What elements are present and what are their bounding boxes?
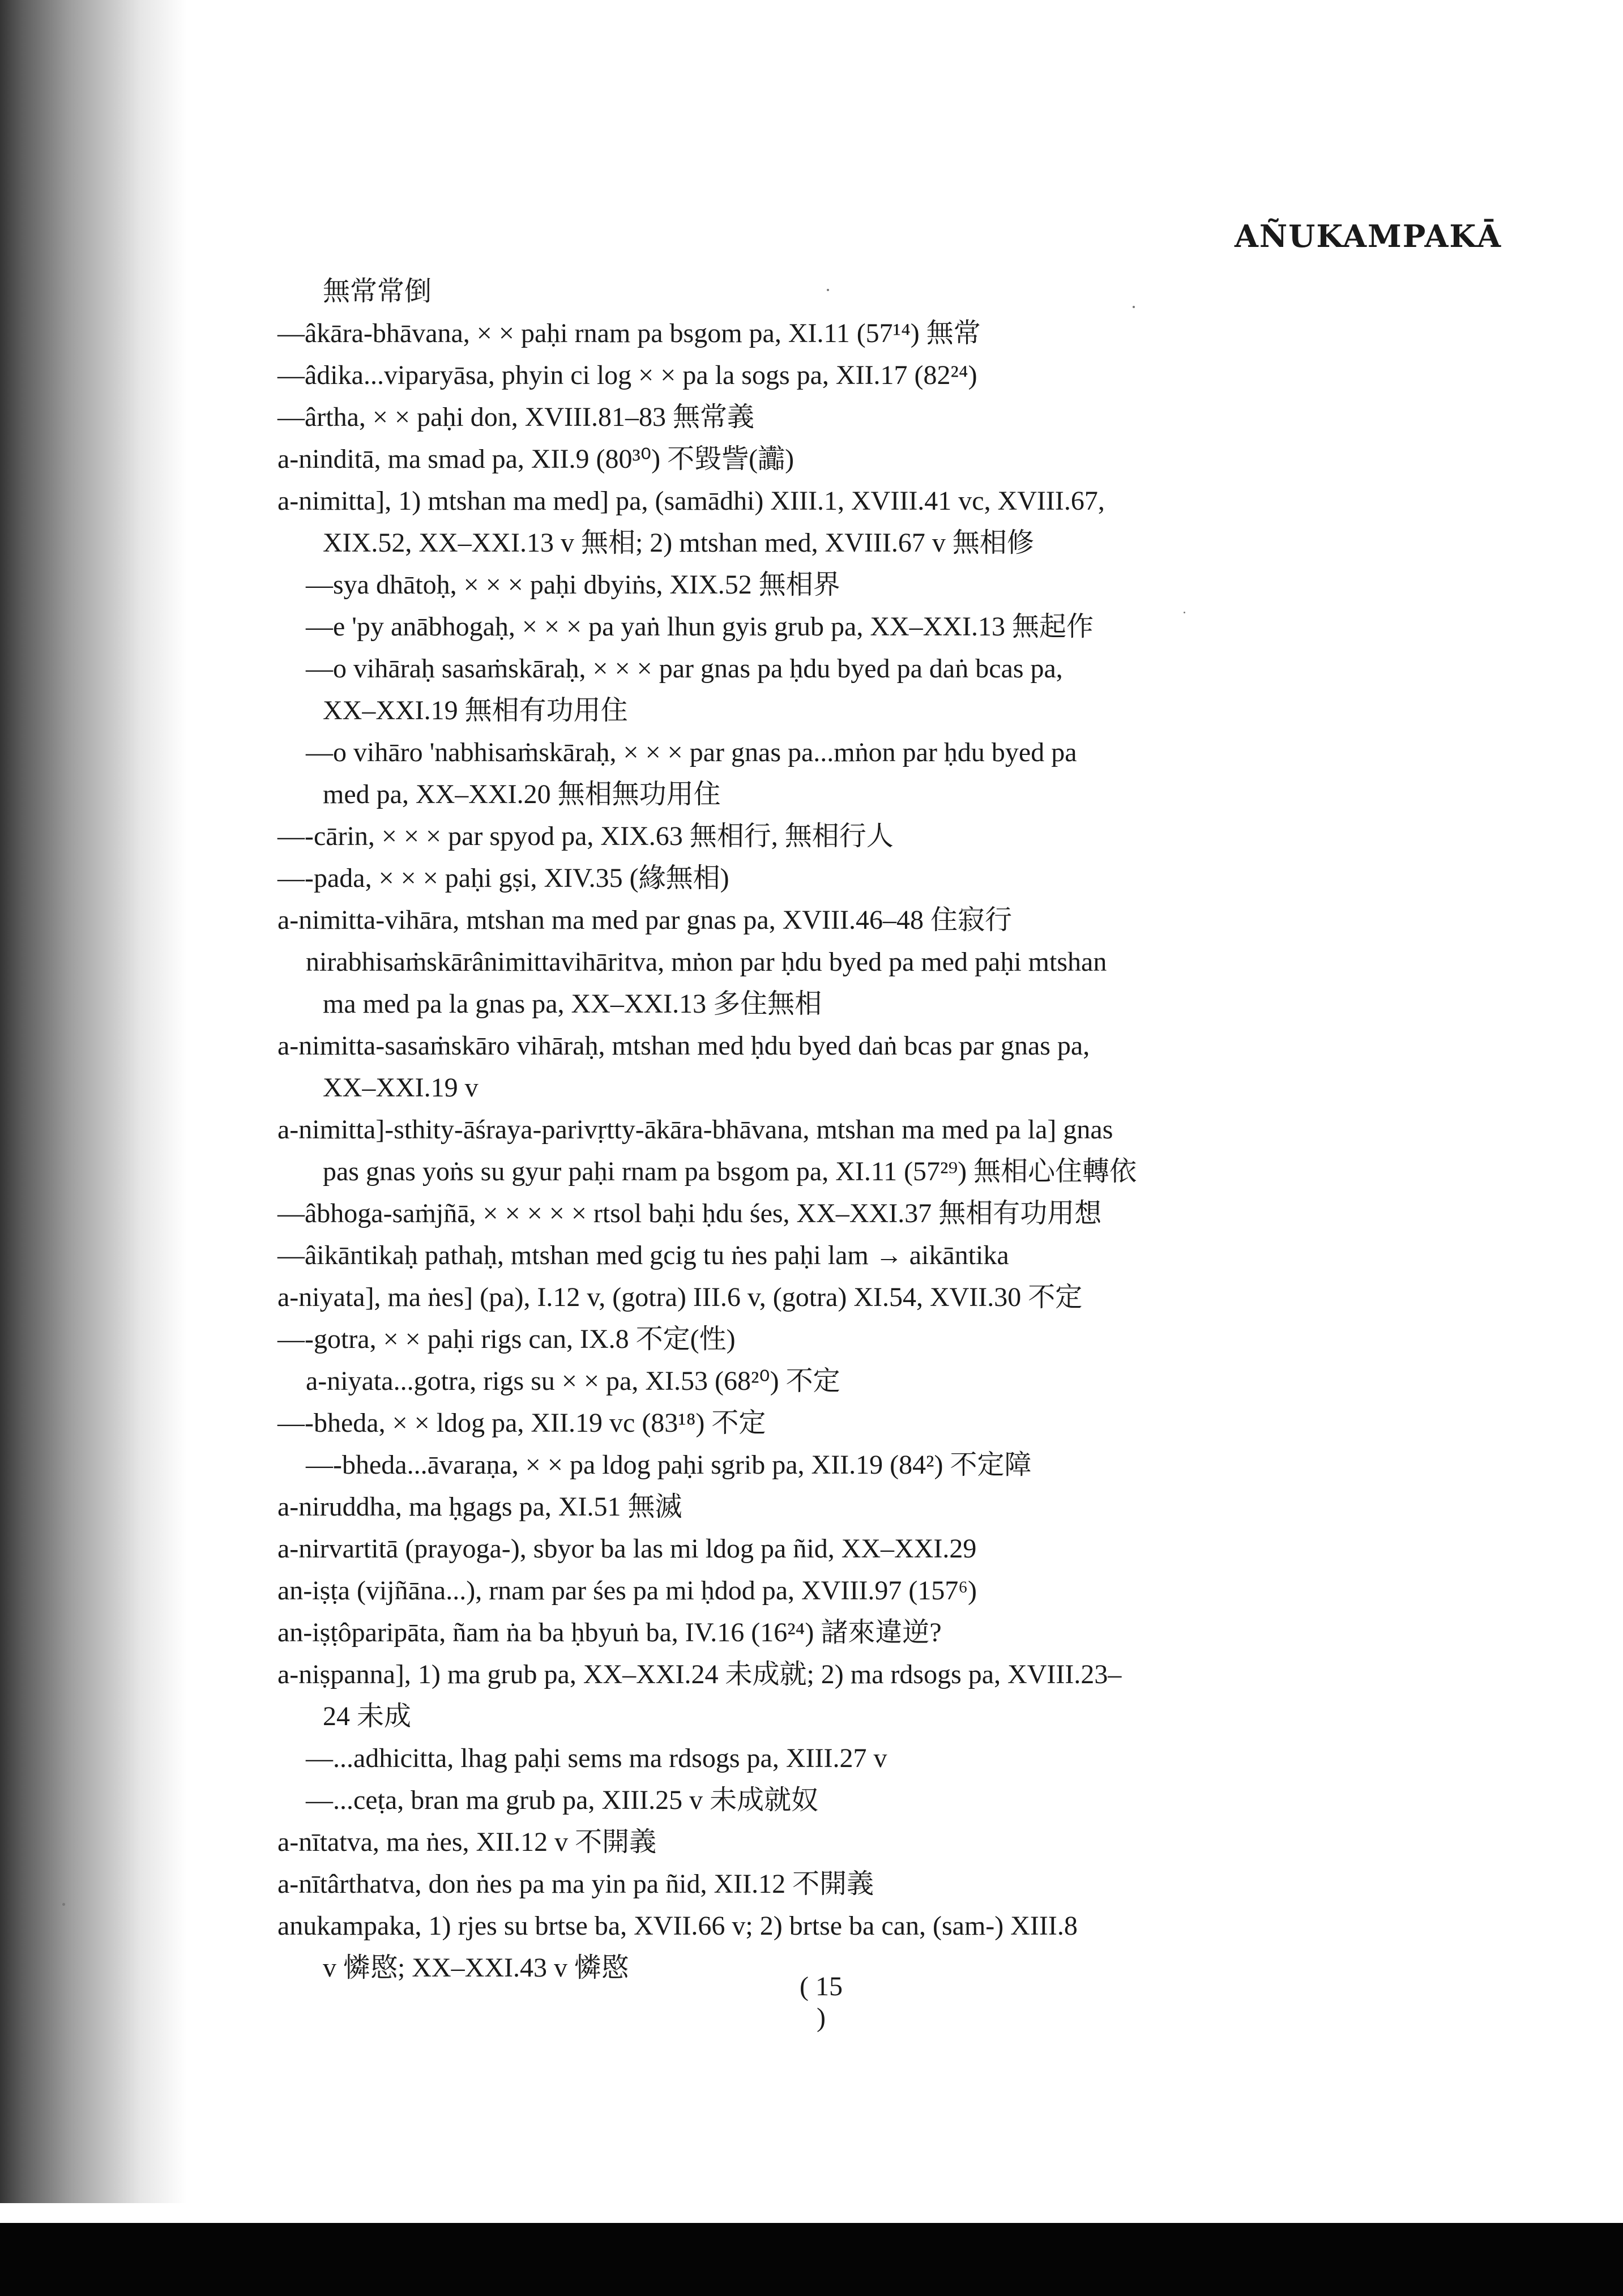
entry-line: a-niyata], ma ṅes] (pa), I.12 v, (gotra) III.6 v, (gotra) XI.54, XVII.30 不定 <box>277 1282 1083 1312</box>
entry-line: —ârtha, × × paḥi don, XVIII.81–83 無常義 <box>277 402 754 432</box>
entry-line: XX–XXI.19 v <box>323 1073 479 1103</box>
entry-line: XIX.52, XX–XXI.13 v 無相; 2) mtshan med, XVIII.67 v 無相修 <box>323 528 1034 558</box>
entry-line: a-nimitta-sasaṁskāro vihāraḥ, mtshan med ḥdu byed daṅ bcas par gnas pa, <box>277 1031 1090 1061</box>
scan-speck <box>827 289 829 291</box>
entry-line: —-bheda...āvaraṇa, × × pa ldog paḥi sgrib pa, XII.19 (84²) 不定障 <box>306 1450 1032 1480</box>
entry-line: —...ceṭa, bran ma grub pa, XIII.25 v 未成就奴 <box>306 1785 819 1815</box>
entry-line: a-nirvartitā (prayoga-), sbyor ba las mi ldog pa ñid, XX–XXI.29 <box>277 1534 977 1564</box>
entry-line: 無常常倒 <box>323 276 432 306</box>
entry-line: —âikāntikaḥ pathaḥ, mtshan med gcig tu ṅes paḥi lam → aikāntika <box>277 1240 1009 1270</box>
entry-line: —o vihāraḥ sasaṁskāraḥ, × × × par gnas pa ḥdu byed pa daṅ bcas pa, <box>306 654 1063 684</box>
entry-line: anukampaka, 1) rjes su brtse ba, XVII.66 v; 2) brtse ba can, (sam-) XIII.8 <box>277 1911 1078 1941</box>
entry-line: a-niṣpanna], 1) ma grub pa, XX–XXI.24 未成就; 2) ma rdsogs pa, XVIII.23– <box>277 1659 1122 1689</box>
entry-line: med pa, XX–XXI.20 無相無功用住 <box>323 779 721 809</box>
entry-line: —-gotra, × × paḥi rigs can, IX.8 不定(性) <box>277 1324 736 1354</box>
entry-line: —âbhoga-saṁjñā, × × × × × rtsol baḥi ḥdu śes, XX–XXI.37 無相有功用想 <box>277 1198 1102 1228</box>
entry-line: —...adhicitta, lhag paḥi sems ma rdsogs pa, XIII.27 v <box>306 1743 887 1773</box>
scan-shadow-left <box>0 0 187 2203</box>
entry-line: a-niruddha, ma ḥgags pa, XI.51 無滅 <box>277 1492 682 1522</box>
entry-line: a-nītatva, ma ṅes, XII.12 v 不開義 <box>277 1827 657 1857</box>
dictionary-entries <box>277 271 1416 1989</box>
scan-speck <box>62 1903 65 1906</box>
entry-line: an-iṣṭôparipāta, ñam ṅa ba ḥbyuṅ ba, IV.16 (16²⁴) 諸來違逆? <box>277 1618 942 1648</box>
entry-line: v 憐愍; XX–XXI.43 v 憐愍 <box>323 1953 629 1983</box>
scan-speck <box>1184 612 1185 613</box>
entry-line: —o vihāro 'nabhisaṁskāraḥ, × × × par gnas pa...mṅon par ḥdu byed pa <box>306 737 1077 767</box>
entry-line: —-pada, × × × paḥi gṣi, XIV.35 (緣無相) <box>277 863 729 893</box>
entry-line: a-nītârthatva, don ṅes pa ma yin pa ñid, XII.12 不開義 <box>277 1869 874 1899</box>
running-head: AÑUKAMPAKĀ <box>1235 218 1502 254</box>
entry-line: pas gnas yoṅs su gyur paḥi rnam pa bsgom pa, XI.11 (57²⁹) 無相心住轉依 <box>323 1156 1137 1187</box>
page-number: ( 15 ) <box>800 1971 843 2033</box>
scan-bottom-bar <box>0 2223 1623 2296</box>
scan-speck <box>1133 306 1135 308</box>
entry-line: an-iṣṭa (vijñāna...), rnam par śes pa mi ḥdod pa, XVIII.97 (157⁶) <box>277 1576 977 1606</box>
entry-line: —sya dhātoḥ, × × × paḥi dbyiṅs, XIX.52 無相界 <box>306 570 840 600</box>
entry-line: a-nimitta], 1) mtshan ma med] pa, (samādhi) XIII.1, XVIII.41 vc, XVIII.67, <box>277 486 1105 516</box>
entry-line: —-cārin, × × × par spyod pa, XIX.63 無相行, 無相行人 <box>277 821 894 851</box>
entry-line: —âdika...viparyāsa, phyin ci log × × pa la sogs pa, XII.17 (82²⁴) <box>277 360 977 390</box>
entry-line: —e 'py anābhogaḥ, × × × pa yaṅ lhun gyis grub pa, XX–XXI.13 無起作 <box>306 612 1094 642</box>
entry-line: —-bheda, × × ldog pa, XII.19 vc (83¹⁸) 不定 <box>277 1408 766 1438</box>
entry-line: nirabhisaṁskārânimittavihāritva, mṅon par ḥdu byed pa med paḥi mtshan <box>306 947 1107 977</box>
entry-line: a-ninditā, ma smad pa, XII.9 (80³⁰) 不毀訾(讟) <box>277 444 795 474</box>
entry-line: a-nimitta-vihāra, mtshan ma med par gnas pa, XVIII.46–48 住寂行 <box>277 905 1012 935</box>
entry-line: 24 未成 <box>323 1701 412 1731</box>
entry-line: XX–XXI.19 無相有功用住 <box>323 695 628 725</box>
entry-line: ma med pa la gnas pa, XX–XXI.13 多住無相 <box>323 989 822 1019</box>
entry-line: a-niyata...gotra, rigs su × × pa, XI.53 (68²⁰) 不定 <box>306 1366 840 1396</box>
entry-line: a-nimitta]-sthity-āśraya-parivṛtty-ākāra-bhāvana, mtshan ma med pa la] gnas <box>277 1115 1113 1145</box>
entry-line: —âkāra-bhāvana, × × paḥi rnam pa bsgom pa, XI.11 (57¹⁴) 無常 <box>277 318 981 348</box>
